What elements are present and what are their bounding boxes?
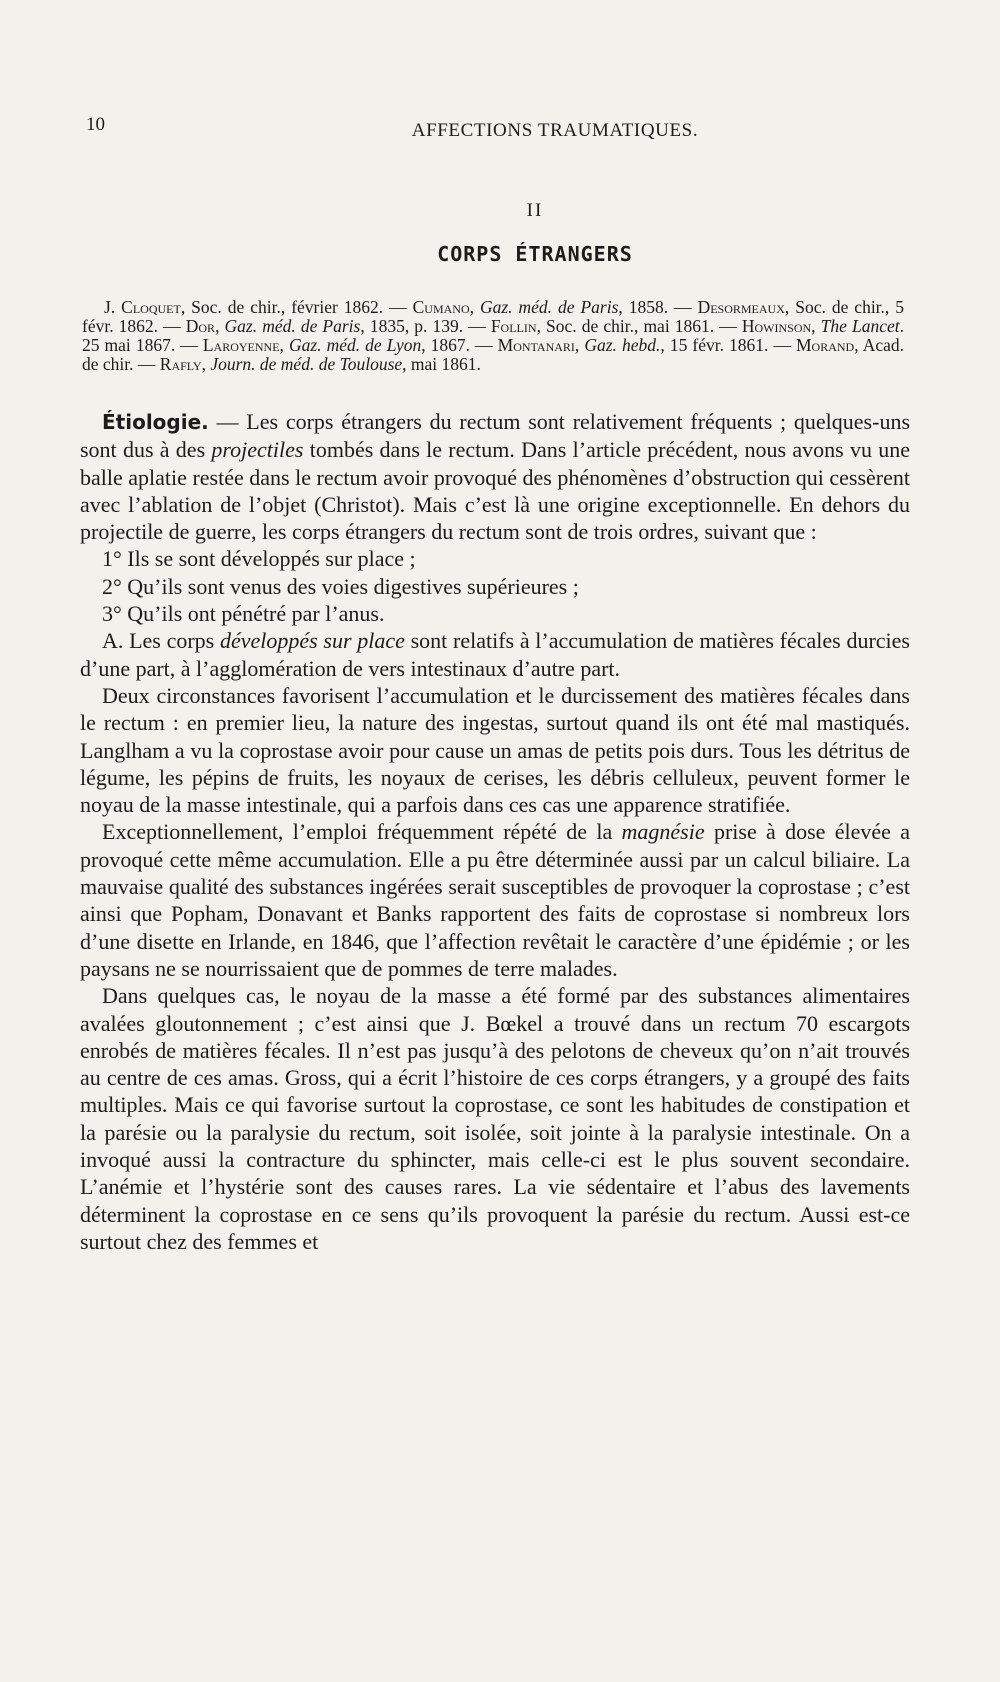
text-run: . 25 mai 1867. — [82, 316, 904, 355]
body-paragraph [80, 818, 910, 982]
body-paragraph [80, 545, 910, 572]
author-name: Rafly [159, 354, 202, 374]
body-paragraph [80, 682, 910, 818]
body-paragraph [80, 627, 910, 682]
text-run: Exceptionnellement, l’emploi fréquemment répété de la [102, 819, 622, 845]
italic-text: projectiles [211, 437, 304, 463]
section-number: II [526, 200, 544, 221]
italic-text: magnésie [621, 819, 705, 845]
author-name: Cumano [412, 297, 470, 317]
italic-text: Gaz. méd. de Paris [224, 316, 361, 336]
text-run: Deux circonstances favorisent l’accumulation et le durcissement des matières fécales dans le rectum : en premier lieu, la nature des ingestas, surtout quand ils ont été mal mastiqués. Langlham a vu la coprostase avoir pour cause un amas de petits pois durs. Tous les détritus de légume, les pépins de fruits, les noyaux de cerises, les débris celluleux, peuvent former le noyau de la masse intestinale, qui a parfois dans ces cas une apparence stratifiée. [80, 682, 910, 818]
text-run: J. [104, 297, 122, 317]
author-name: Desormeaux [697, 297, 785, 317]
book-page [80, 100, 910, 1580]
body-paragraph [80, 408, 910, 545]
body-paragraph [80, 982, 910, 1255]
text-run: sont relatifs à l’accumulation de matières fécales durcies d’une part, à l’agglomération de vers intestinaux d’autre part. [80, 628, 910, 681]
body-paragraph [80, 573, 910, 600]
text-run: 3° Qu’ils ont pénétré par l’anus. [102, 601, 385, 627]
author-name: Dor [185, 316, 216, 336]
running-head [80, 100, 910, 140]
text-run: , Soc. de chir., février 1862. — [180, 297, 413, 317]
text-run: , [279, 335, 289, 355]
page-number: 10 [86, 114, 105, 135]
italic-text: développés sur place [219, 628, 405, 654]
author-name: Follin [490, 316, 537, 336]
body-paragraph [80, 600, 910, 627]
paragraph-lead: Étiologie. [102, 410, 209, 434]
author-name: Morand [796, 335, 855, 355]
bibliography-paragraph [82, 298, 904, 374]
text-run: , [201, 354, 211, 374]
body-text [80, 408, 910, 1255]
text-run: , mai 1861. [402, 354, 481, 374]
text-run: , 1835, p. 139. — [360, 316, 491, 336]
text-run: prise à dose élevée a provoqué cette même accumulation. Elle a pu être déterminée aussi par un calcul biliaire. La mauvaise qualité des substances ingérées serait susceptibles de provoquer la coprostase ; c’est ainsi que Popham, Donavant et Banks rapportent des faits de coprostase si nombreux lors d’une disette en Irlande, en 1846, que l’affection revêtait le caractère d’une épidémie ; or les paysans ne se nourrissaient que de pommes de terre malades. [80, 819, 910, 981]
author-name: Cloquet [121, 297, 181, 317]
italic-text: Gaz. méd. de Lyon [288, 335, 422, 355]
text-run: A. Les corps [102, 628, 220, 654]
section-title: CORPS ÉTRANGERS [437, 242, 633, 266]
italic-text: Gaz. méd. de Paris [479, 297, 619, 317]
bibliography [80, 298, 910, 374]
text-run: , 1858. — [618, 297, 698, 317]
text-run: , [574, 335, 585, 355]
italic-text: Gaz. hebd. [584, 335, 661, 355]
text-run: Dans quelques cas, le noyau de la masse a été formé par des substances alimentaires avalées gloutonnement ; c’est ainsi que J. Bœkel a trouvé dans un rectum 70 escargots enrobés de matières fécales. Il n’est pas jusqu’à des pelotons de cheveux qu’on n’ait trouvés au centre de ces amas. Gross, qui a écrit l’histoire de ces corps étrangers, y a groupé des faits multiples. Mais ce qui favorise surtout la coprostase, ce sont les habitudes de constipation et la parésie ou la paralysie du rectum, soit isolée, soit jointe à la paralysie intestinale. On a invoqué aussi la contracture du sphincter, mais celle-ci est le plus souvent secondaire. L’anémie et l’hystérie sont des causes rares. La vie sédentaire et l’abus des lavements déterminent la coprostase en ce sens qu’ils provoquent la parésie du rectum. Aussi est-ce surtout chez des femmes et [80, 983, 910, 1254]
text-run: , [811, 316, 821, 336]
author-name: Laroyenne [202, 335, 280, 355]
text-run: 2° Qu’ils sont venus des voies digestives supérieures ; [102, 573, 579, 599]
text-run: — Les corps étrangers du rectum sont relativement fréquents ; quelques-uns sont dus à des [80, 409, 910, 463]
text-run: 1° Ils se sont développés sur place ; [102, 546, 416, 572]
italic-text: Journ. de méd. de Toulouse [210, 354, 403, 374]
text-run: tombés dans le rectum. Dans l’article précédent, nous avons vu une balle aplatie restée dans le rectum avoir provoqué des phénomènes d’obstruction qui cessèrent avec l’ablation de l’objet (Christot). Mais c’est là une origine exceptionnelle. En dehors du projectile de guerre, les corps étrangers du rectum sont de trois ordres, suivant que : [80, 437, 911, 545]
text-run: , [469, 297, 480, 317]
text-run: , Acad. de chir. — [82, 335, 904, 374]
text-run: , Soc. de chir., mai 1861. — [536, 316, 742, 336]
text-run: , [215, 316, 225, 336]
author-name: Montanari [497, 335, 575, 355]
text-run: , 1867. — [421, 335, 498, 355]
text-run: , 15 févr. 1861. — [660, 335, 796, 355]
author-name: Howinson [741, 316, 812, 336]
running-title: AFFECTIONS TRAUMATIQUES. [411, 120, 699, 141]
text-run: , Soc. de chir., 5 févr. 1862. — [82, 297, 905, 336]
italic-text: The Lancet [820, 316, 900, 336]
